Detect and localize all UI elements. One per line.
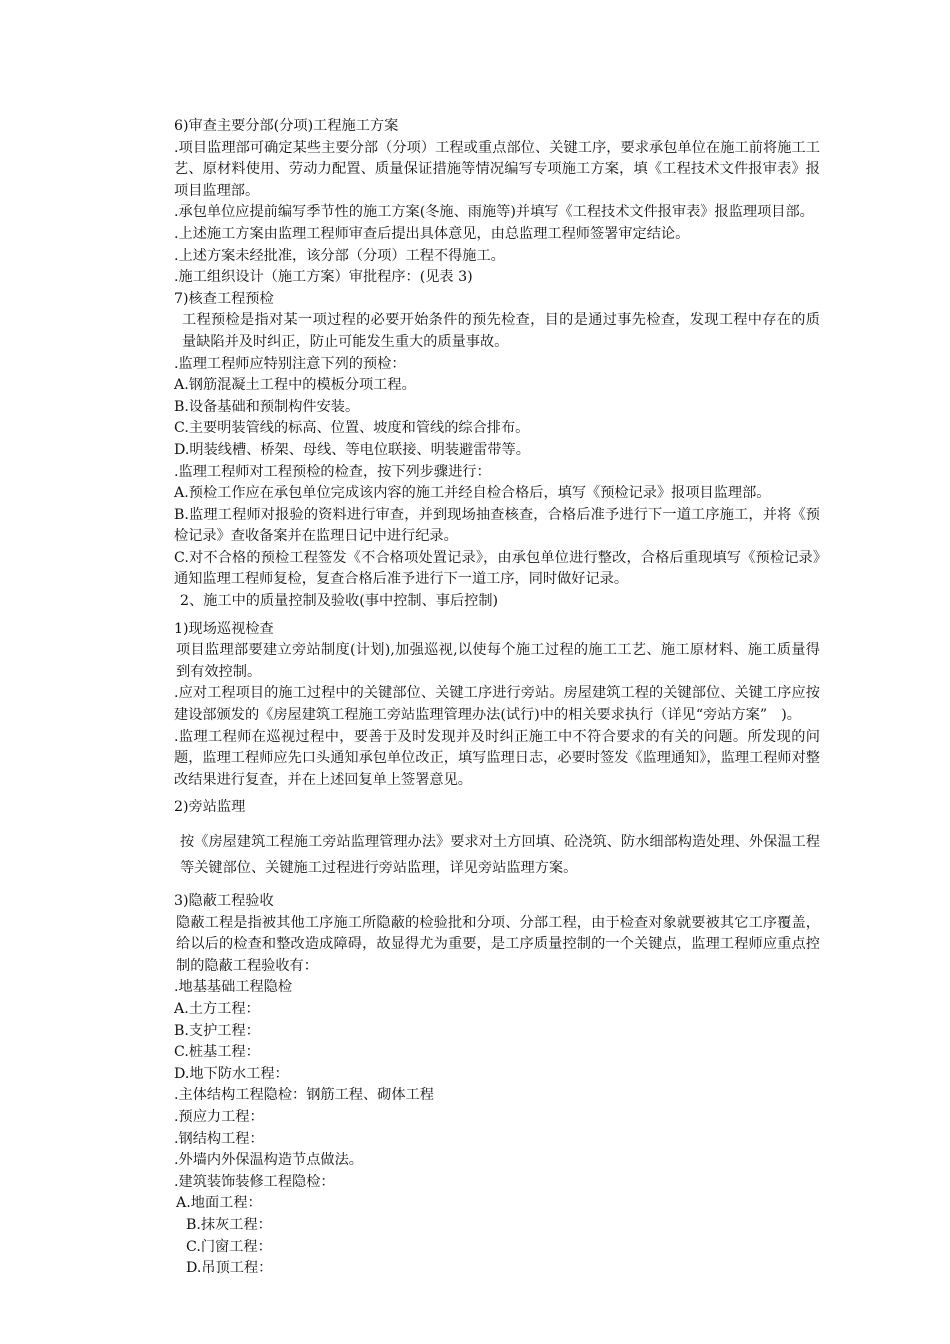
list-item: B.抹灰工程： xyxy=(186,1216,272,1233)
list-item: A.钢筋混凝土工程中的模板分项工程。 xyxy=(174,377,416,394)
list-item: A.地面工程： xyxy=(176,1195,262,1212)
paragraph: .监理工程师在巡视过程中，要善于及时发现并及时纠正施工中不符合要求的有关的问题。所发现的问题，监理工程师应先口头通知承包单位改正，填写监理日志，必要时签发《监理通知》，监理工程师对整改结果进行复查，并在上述回复单上签署意见。 xyxy=(174,728,820,788)
list-heading: .建筑装饰装修工程隐检： xyxy=(174,1173,335,1190)
paragraph: 按《房屋建筑工程施工旁站监理管理办法》要求对土方回填、砼浇筑、防水细部构造处理、外保温工程等关键部位、关键施工过程进行旁站监理，详见旁站监理方案。 xyxy=(180,834,820,876)
paragraph: .承包单位应提前编写季节性的施工方案(冬施、雨施等)并填写《工程技术文件报审表》报监理项目部。 xyxy=(174,204,814,221)
list-item: D.地下防水工程： xyxy=(174,1065,289,1082)
paragraph: .监理工程师应特别注意下列的预检： xyxy=(174,355,406,372)
list-heading: .地基基础工程隐检 xyxy=(174,979,293,996)
section-heading: 2、施工中的质量控制及验收(事中控制、事后控制) xyxy=(180,593,499,610)
list-heading: .预应力工程： xyxy=(174,1108,264,1125)
list-item: C.门窗工程： xyxy=(186,1238,272,1255)
list-heading: .外墙内外保温构造节点做法。 xyxy=(174,1152,363,1169)
paragraph: .应对工程项目的施工过程中的关键部位、关键工序进行旁站。房屋建筑工程的关键部位、关键工序应按建设部颁发的《房屋建筑工程施工旁站监理管理办法(试行)中的相关要求执行（详见“旁站方案” )。 xyxy=(174,685,820,724)
paragraph: 隐蔽工程是指被其他工序施工所隐蔽的检验批和分项、分部工程，由于检查对象就要被其它工序覆盖，给以后的检查和整改造成障碍，故显得尤为重要，是工序质量控制的一个关键点，监理工程师应重点控制的隐蔽工程验收有： xyxy=(176,914,820,974)
list-item: D.吊顶工程： xyxy=(186,1260,273,1277)
paragraph: 工程预检是指对某一项过程的必要开始条件的预先检查，目的是通过事先检查，发现工程中存在的质量缺陷并及时纠正，防止可能发生重大的质量事故。 xyxy=(182,312,820,350)
section-heading: 2)旁站监理 xyxy=(174,799,246,816)
list-item: B.支护工程： xyxy=(174,1022,260,1039)
paragraph: .施工组织设计（施工方案）审批程序：(见表 3) xyxy=(174,269,473,286)
paragraph: .监理工程师对工程预检的检查，按下列步骤进行： xyxy=(174,463,491,480)
section-heading: 3)隐蔽工程验收 xyxy=(174,893,274,909)
list-item: A.土方工程： xyxy=(174,1000,260,1017)
list-item: A.预检工作应在承包单位完成该内容的施工并经自检合格后，填写《预检记录》报项目监理部。 xyxy=(174,485,771,502)
paragraph: 项目监理部要建立旁站制度(计划),加强巡视,以使每个施工过程的施工工艺、施工原材料、施工质量得到有效控制。 xyxy=(176,642,820,680)
list-item: C.对不合格的预检工程签发《不合格项处置记录》，由承包单位进行整改，合格后重现填写《预检记录》通知监理工程师复检，复查合格后准予进行下一道工序，同时做好记录。 xyxy=(174,549,820,588)
list-heading: .钢结构工程： xyxy=(174,1130,264,1147)
list-item: C.主要明装管线的标高、位置、坡度和管线的综合排布。 xyxy=(174,420,530,437)
list-heading: .主体结构工程隐检：钢筋工程、砌体工程 xyxy=(174,1087,434,1104)
list-item: C.桩基工程： xyxy=(174,1044,260,1061)
section-heading: 1)现场巡视检查 xyxy=(174,620,274,637)
paragraph: .上述方案未经批准，该分部（分项）工程不得施工。 xyxy=(174,247,505,264)
paragraph: .上述施工方案由监理工程师审查后提出具体意见，由总监理工程师签署审定结论。 xyxy=(174,225,690,242)
section-heading: 7)核查工程预检 xyxy=(174,290,274,307)
paragraph: .项目监理部可确定某些主要分部（分项）工程或重点部位、关键工序，要求承包单位在施工前将施工工艺、原材料使用、劳动力配置、质量保证措施等情况编写专项施工方案，填《工程技术文件报审表》报项目监理部。 xyxy=(174,139,820,199)
list-item: D.明装线槽、桥架、母线、等电位联接、明装避雷带等。 xyxy=(174,441,530,458)
list-item: B.设备基础和预制构件安装。 xyxy=(174,398,360,415)
section-heading: 6)审查主要分部(分项)工程施工方案 xyxy=(174,118,399,134)
list-item: B.监理工程师对报验的资料进行审查，并到现场抽查核查，合格后准予进行下一道工序施工，并将《预检记录》查收备案并在监理日记中进行纪录。 xyxy=(174,506,820,545)
